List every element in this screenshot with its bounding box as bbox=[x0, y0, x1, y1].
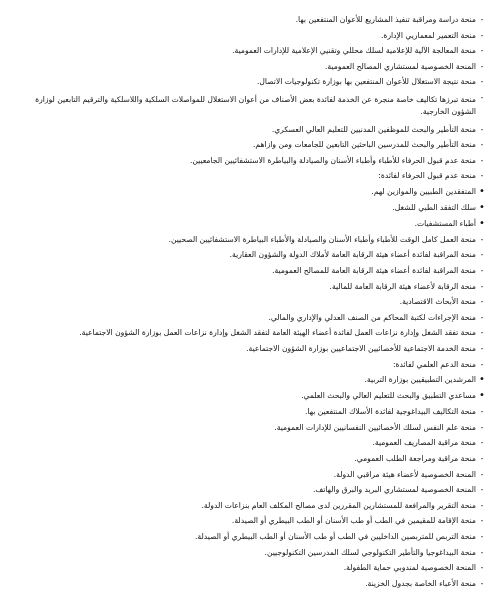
dash-icon bbox=[476, 63, 488, 71]
dash-icon bbox=[476, 533, 488, 541]
list-item-text: المنحة الخصوصية لمستشاري البريد والبرق والهاتف. bbox=[312, 485, 476, 495]
list-item bbox=[10, 267, 488, 275]
list-item bbox=[10, 283, 488, 291]
list-item-text: منحة علم النفس لسلك الأخصائيين النفسانيين للإدارات العمومية. bbox=[274, 422, 476, 432]
dash-icon bbox=[476, 236, 488, 244]
dash-icon bbox=[476, 345, 488, 353]
list-item bbox=[10, 188, 488, 196]
list-item-text: منحة المعالجة الآلية للإعلامية لسلك محللي وتقنيي الإعلامية للإدارات العمومية. bbox=[232, 46, 476, 56]
list-item bbox=[10, 455, 488, 463]
list-item-text: منحة المراقبة لفائدة أعضاء هيئة الرقابة العامة لأملاك الدولة والشؤون العقارية. bbox=[229, 250, 476, 260]
dash-icon bbox=[476, 16, 488, 24]
list-item bbox=[10, 220, 488, 228]
list-item bbox=[10, 78, 488, 86]
list-item bbox=[10, 580, 488, 588]
list-item bbox=[10, 314, 488, 322]
dash-icon bbox=[476, 361, 488, 369]
list-item-text: المنحة الخصوصية لأعضاء هيئة مراقبي الدولة. bbox=[333, 469, 476, 479]
list-item-text: أطباء المستشفيات. bbox=[414, 218, 476, 228]
bullet-icon bbox=[476, 204, 488, 212]
bullet-icon bbox=[476, 188, 488, 196]
list-item bbox=[10, 549, 488, 557]
dash-icon bbox=[476, 580, 488, 588]
list-item-text: منحة الدعم العلمي لفائدة: bbox=[393, 359, 476, 369]
list-item bbox=[10, 63, 488, 71]
list-item-text: منحة مراقبة المصاريف العمومية. bbox=[372, 438, 476, 448]
dash-icon bbox=[476, 549, 488, 557]
dash-icon bbox=[476, 94, 488, 102]
dash-icon bbox=[476, 283, 488, 291]
list-item bbox=[10, 345, 488, 353]
list-item-text: منحة المراقبة لفائدة أعضاء هيئة الرقابة العامة للمصالح العمومية. bbox=[272, 266, 476, 276]
dash-icon bbox=[476, 172, 488, 180]
list-item bbox=[10, 486, 488, 494]
allowance-list bbox=[10, 16, 488, 587]
dash-icon bbox=[476, 564, 488, 572]
bullet-icon bbox=[476, 376, 488, 384]
dash-icon bbox=[476, 329, 488, 337]
dash-icon bbox=[476, 502, 488, 510]
list-item-text: منحة دراسة ومراقبة تنفيذ المشاريع للأعوان المنتفعين بها. bbox=[295, 15, 476, 24]
dash-icon bbox=[476, 141, 488, 149]
list-item bbox=[10, 471, 488, 479]
list-item bbox=[10, 47, 488, 55]
list-item-text: المتفقدين الطبيين والموازين لهم. bbox=[371, 186, 476, 196]
list-item bbox=[10, 392, 488, 400]
dash-icon bbox=[476, 455, 488, 463]
dash-icon bbox=[476, 314, 488, 322]
list-item-text: منحة الرقابة لأعضاء هيئة الرقابة العامة للمالية. bbox=[329, 281, 476, 291]
list-item-text: منحة الأبحاث الاقتصادية. bbox=[399, 297, 476, 307]
list-item-text: منحة التربص للمتربصين الداخليين في الطب أو طب الأسنان أو الطب البيطري أو الصيدلة. bbox=[194, 531, 476, 541]
dash-icon bbox=[476, 408, 488, 416]
list-item-text: منحة التعمير لمعماريي الإدارة. bbox=[381, 30, 476, 40]
list-item-text: منحة الإجراءات لكتبة المحاكم من الصنف العدلي والإداري والمالي. bbox=[268, 312, 476, 322]
list-item-text: سلك التفقد الطبي للشغل. bbox=[392, 202, 476, 212]
list-item-text: منحة الخدمة الاجتماعية للأخصائيين الاجتماعيين بوزارة الشؤون الاجتماعية. bbox=[246, 344, 476, 354]
list-item bbox=[10, 533, 488, 541]
list-item-text: منحة التقرير والمرافعة للمستشارين المقررين لدى مصالح المكلف العام بنزاعات الدولة. bbox=[201, 500, 476, 510]
dash-icon bbox=[476, 32, 488, 40]
list-item-text: منحة عدم قبول الحرفاء لفائدة: bbox=[378, 171, 476, 181]
list-item-text: مساعدي التطبيق والبحث للتعليم العالي والبحث العلمي. bbox=[301, 391, 476, 401]
list-item-text: منحة التأطير والبحث للمدرسين الباحثين التابعين للجامعات ومن وازاهم. bbox=[253, 140, 476, 150]
list-item bbox=[10, 408, 488, 416]
list-item bbox=[10, 16, 488, 24]
list-item-text: منحة مراقبة ومراجعة الطلب العمومي. bbox=[354, 454, 476, 463]
dash-icon bbox=[476, 251, 488, 259]
dash-icon bbox=[476, 517, 488, 525]
list-item bbox=[10, 298, 488, 306]
list-item-text: المنحة الخصوصية لمندوبي حماية الطفولة. bbox=[343, 563, 476, 573]
bullet-icon bbox=[476, 220, 488, 228]
list-item bbox=[10, 204, 488, 212]
list-item-text: المنحة الخصوصية لمستشاري المصالح العمومية. bbox=[324, 61, 476, 71]
list-item-text: منحة التكاليف البيداغوجية لفائدة الأسلاك المنتفعين بها. bbox=[304, 407, 476, 417]
list-item bbox=[10, 329, 488, 337]
list-item bbox=[10, 126, 488, 134]
list-item-text: منحة تفقد الشغل وإدارة نزاعات العمل لفائدة أعضاء الهيئة العامة لتفقد الشغل وإدارة نزاعات العمل بوزارة الشؤون الاجتماعية. bbox=[79, 328, 476, 338]
dash-icon bbox=[476, 471, 488, 479]
dash-icon bbox=[476, 298, 488, 306]
dash-icon bbox=[476, 126, 488, 134]
list-item-text: منحة الأعباء الخاصة بجدول الخزينة. bbox=[365, 578, 476, 588]
list-item-text: المرشدين التطبيقيين بوزارة التربية. bbox=[364, 375, 476, 385]
list-item-text: منحة عدم قبول الحرفاء للأطباء وأطباء الأسنان والصيادلة والبياطرة الاستشفائيين الجامعيين. bbox=[189, 155, 476, 165]
bullet-icon bbox=[476, 392, 488, 400]
dash-icon bbox=[476, 439, 488, 447]
list-item-text: منحة التأطير والبحث للموظفين المدنيين للتعليم العالي العسكري. bbox=[271, 124, 476, 134]
list-item bbox=[10, 361, 488, 369]
list-item bbox=[10, 564, 488, 572]
list-item bbox=[10, 141, 488, 149]
dash-icon bbox=[476, 486, 488, 494]
list-item-text: منحة البيداغوجيا والتأطير التكنولوجي لسلك المدرسين التكنولوجيين. bbox=[264, 547, 476, 557]
list-item bbox=[10, 157, 488, 165]
dash-icon bbox=[476, 267, 488, 275]
list-item bbox=[10, 236, 488, 244]
dash-icon bbox=[476, 78, 488, 86]
list-item-text: منحة تبرزها تكاليف خاصة منجرة عن الخدمة لفائدة بعض الأصناف من أعوان الاستغلال للمواصلات السلكية واللاسلكية والترقيم التابعين لوزارة الشؤون الخارجية. bbox=[35, 94, 476, 116]
list-item bbox=[10, 502, 488, 510]
list-item bbox=[10, 251, 488, 259]
list-item-text: منحة العمل كامل الوقت للأطباء وأطباء الأسنان والصيادلة والأطباء البياطرة الاستشفائيين الصحيين. bbox=[168, 234, 476, 244]
dash-icon bbox=[476, 424, 488, 432]
list-item-text: منحة الإقامة للمقيمين في الطب أو طب الأسنان أو الطب البيطري أو الصيدلة. bbox=[231, 516, 476, 526]
dash-icon bbox=[476, 47, 488, 55]
list-item-text: منحة نتيجة الاستغلال للأعوان المنتفعين بها بوزارة تكنولوجيات الاتصال. bbox=[256, 77, 476, 87]
list-item bbox=[10, 376, 488, 384]
list-item bbox=[10, 32, 488, 40]
list-item bbox=[10, 517, 488, 525]
list-item bbox=[10, 439, 488, 447]
list-item bbox=[10, 172, 488, 180]
list-item bbox=[10, 94, 488, 118]
list-item bbox=[10, 424, 488, 432]
dash-icon bbox=[476, 157, 488, 165]
